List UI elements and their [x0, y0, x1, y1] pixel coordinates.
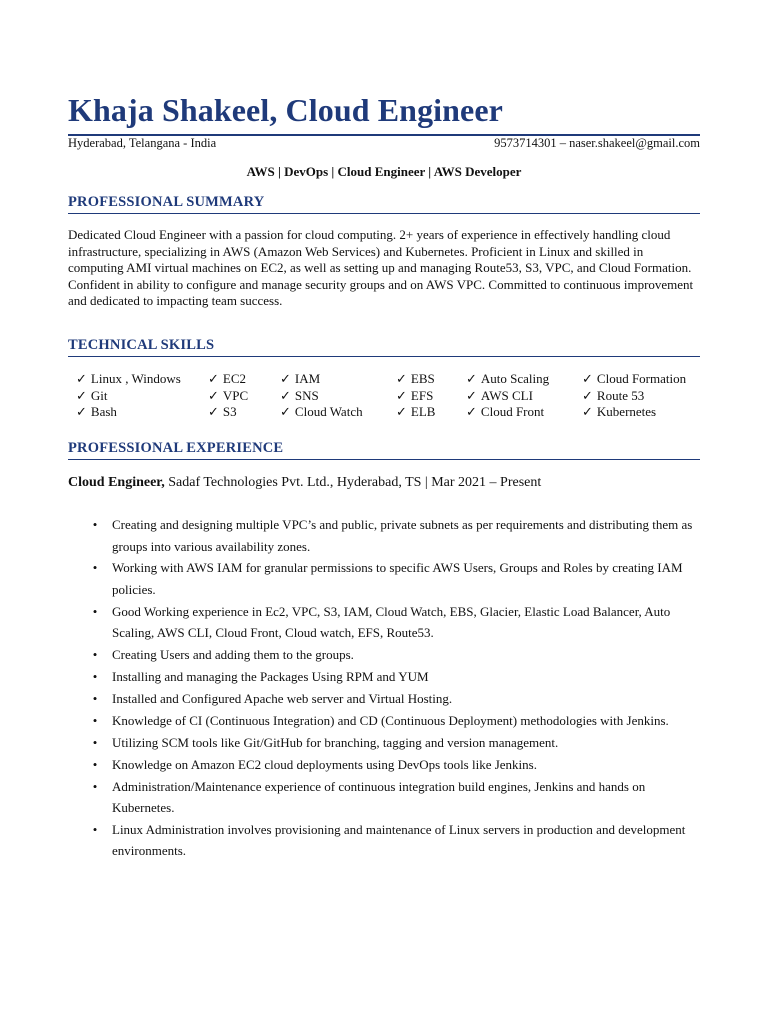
- check-icon: ✓: [76, 371, 87, 386]
- bullet-text: Linux Administration involves provisioning and maintenance of Linux servers in production and development environments.: [112, 821, 686, 859]
- skills-column: [396, 371, 435, 421]
- job-line: [68, 475, 541, 491]
- bullet-text: Installed and Configured Apache web server and Virtual Hosting.: [112, 690, 453, 706]
- bullet-text: Good Working experience in Ec2, VPC, S3, IAM, Cloud Watch, EBS, Glacier, Elastic Load Balancer, Auto Scaling, AWS CLI, Cloud Front, Cloud watch, EFS, Route53.: [112, 603, 671, 641]
- skill-label: Auto Scaling: [480, 371, 550, 386]
- check-icon: ✓: [396, 404, 407, 419]
- bullet-icon: •: [92, 690, 98, 706]
- skill-item: [466, 404, 549, 421]
- check-icon: ✓: [582, 387, 593, 403]
- skill-label: Bash: [90, 404, 117, 419]
- bullet-text: Working with AWS IAM for granular permissions to specific AWS Users, Groups and Roles by creating IAM policies.: [112, 560, 683, 597]
- list-item: [90, 557, 700, 600]
- bullet-icon: •: [92, 517, 98, 532]
- skill-label: EBS: [410, 371, 435, 386]
- skill-item: [582, 371, 686, 388]
- experience-bullets: [90, 514, 700, 862]
- phone-number: 9573714301: [494, 136, 557, 150]
- bullet-text: Administration/Maintenance experience of continuous integration build engines, Jenkins and hands on Kubernetes.: [112, 778, 646, 816]
- experience-heading: PROFESSIONAL EXPERIENCE: [68, 440, 284, 456]
- bullet-icon: •: [92, 734, 98, 750]
- list-item: [90, 514, 700, 557]
- bullet-icon: •: [92, 821, 98, 837]
- skill-item: [208, 371, 248, 388]
- bullet-text: Creating Users and adding them to the groups.: [112, 647, 354, 663]
- list-item: [90, 754, 700, 776]
- skill-item: [208, 404, 248, 421]
- bullet-icon: •: [92, 778, 98, 794]
- skill-item: [582, 388, 686, 405]
- list-item: [90, 601, 700, 644]
- location: Hyderabad, Telangana - India: [68, 136, 217, 150]
- check-icon: ✓: [396, 387, 407, 403]
- skill-item: [582, 404, 686, 421]
- contact-separator: –: [559, 136, 566, 150]
- skill-label: Cloud Watch: [294, 404, 363, 419]
- skill-label: EFS: [410, 387, 434, 403]
- check-icon: ✓: [76, 404, 87, 419]
- list-item: [90, 710, 700, 732]
- skill-label: S3: [222, 404, 237, 419]
- skill-item: [280, 388, 363, 405]
- skills-column: [208, 371, 248, 421]
- list-item: [90, 776, 700, 819]
- list-item: [90, 688, 700, 710]
- check-icon: ✓: [396, 371, 407, 386]
- skill-label: ELB: [410, 404, 436, 419]
- skills-column: [466, 371, 549, 421]
- tagline: AWS | DevOps | Cloud Engineer | AWS Developer: [246, 164, 522, 179]
- skill-item: [396, 371, 435, 388]
- job-details: Sadaf Technologies Pvt. Ltd., Hyderabad, TS | Mar 2021 – Present: [164, 475, 542, 490]
- skill-item: [396, 404, 435, 421]
- bullet-text: Creating and designing multiple VPC’s and public, private subnets as per requirements and distributing them as groups into various availability zones.: [112, 517, 693, 554]
- check-icon: ✓: [76, 387, 87, 403]
- skill-label: Linux , Windows: [90, 371, 181, 386]
- email-link[interactable]: naser.shakeel@gmail.com: [569, 136, 700, 150]
- bullet-text: Knowledge on Amazon EC2 cloud deployments using DevOps tools like Jenkins.: [112, 756, 537, 772]
- list-item: [90, 819, 700, 862]
- skills-column: [582, 371, 686, 421]
- skill-item: [280, 404, 363, 421]
- bullet-text: Installing and managing the Packages Using RPM and YUM: [112, 669, 429, 685]
- skill-label: Kubernetes: [596, 404, 657, 419]
- check-icon: ✓: [466, 404, 477, 419]
- bullet-icon: •: [92, 603, 98, 619]
- skill-label: IAM: [294, 371, 321, 386]
- summary-divider: [68, 213, 700, 214]
- list-item: [90, 732, 700, 754]
- contact-info: [494, 136, 700, 151]
- check-icon: ✓: [582, 404, 593, 419]
- bullet-text: Knowledge of CI (Continuous Integration) and CD (Continuous Deployment) methodologies with Jenkins.: [112, 712, 669, 728]
- job-role: Cloud Engineer,: [68, 475, 165, 490]
- skill-label: Git: [90, 387, 108, 403]
- list-item: [90, 644, 700, 666]
- bullet-icon: •: [92, 647, 98, 663]
- skill-item: [76, 371, 181, 388]
- skill-item: [280, 371, 363, 388]
- check-icon: ✓: [208, 404, 219, 419]
- bullet-icon: •: [92, 560, 98, 576]
- skill-label: Cloud Front: [480, 404, 545, 419]
- check-icon: ✓: [280, 387, 291, 403]
- skill-label: AWS CLI: [480, 387, 533, 403]
- skill-label: VPC: [222, 387, 249, 403]
- candidate-name: Khaja Shakeel, Cloud Engineer: [68, 92, 503, 128]
- check-icon: ✓: [208, 371, 219, 386]
- skills-heading: TECHNICAL SKILLS: [68, 337, 215, 353]
- list-item: [90, 666, 700, 688]
- skill-label: SNS: [294, 387, 319, 403]
- bullet-icon: •: [92, 669, 98, 685]
- bullet-icon: •: [92, 712, 98, 728]
- experience-divider: [68, 459, 700, 460]
- skills-column: [280, 371, 363, 421]
- check-icon: ✓: [582, 371, 593, 386]
- skill-label: EC2: [222, 371, 247, 386]
- check-icon: ✓: [466, 371, 477, 386]
- skill-item: [396, 388, 435, 405]
- skills-divider: [68, 356, 700, 357]
- summary-text: Dedicated Cloud Engineer with a passion for cloud computing. 2+ years of experience in effectively handling cloud infrastructure, specializing in AWS (Amazon Web Services) and Kubernetes. Proficient in Linux and skilled in computing AMI virtual machines on EC2, as well as setting up and managing Route53, S3, VPC, and Cloud Formation. Confident in ability to configure and manage security groups and on AWS VPC. Committed to continuous improvement and dedicated to impacting team success.: [68, 227, 694, 309]
- skill-item: [76, 388, 181, 405]
- bullet-text: Utilizing SCM tools like Git/GitHub for branching, tagging and version management.: [112, 734, 559, 750]
- skill-item: [466, 388, 549, 405]
- skill-item: [76, 404, 181, 421]
- check-icon: ✓: [280, 371, 291, 386]
- skill-label: Route 53: [596, 387, 645, 403]
- bullet-icon: •: [92, 756, 98, 772]
- skill-label: Cloud Formation: [596, 371, 687, 386]
- check-icon: ✓: [466, 387, 477, 403]
- summary-heading: PROFESSIONAL SUMMARY: [68, 194, 265, 210]
- check-icon: ✓: [208, 387, 219, 403]
- check-icon: ✓: [280, 404, 291, 419]
- skill-item: [208, 388, 248, 405]
- skills-column: [76, 371, 181, 421]
- skill-item: [466, 371, 549, 388]
